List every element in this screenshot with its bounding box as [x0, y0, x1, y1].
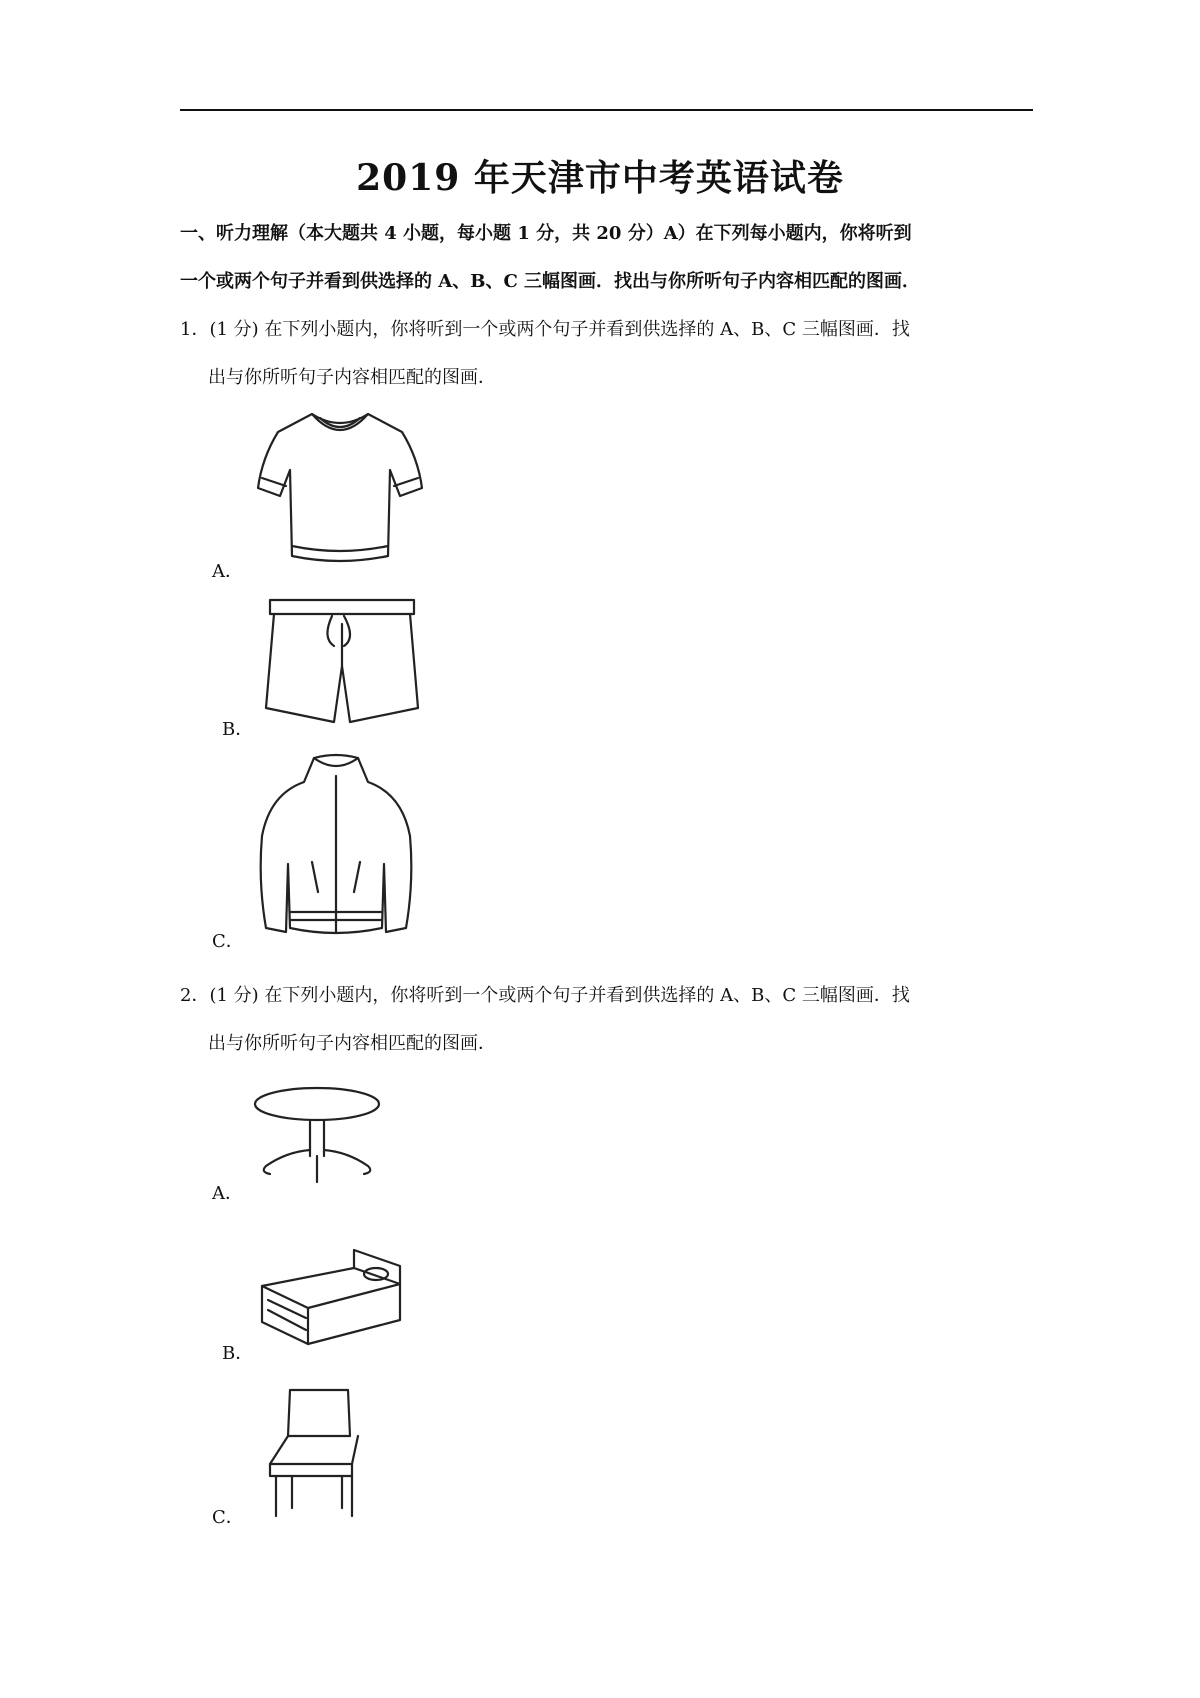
section-heading-line-1: 一、听力理解（本大题共 4 小题，每小题 1 分，共 20 分）A）在下列每小题内，你将听到 [180, 223, 912, 244]
option-label-1b: B． [222, 719, 254, 740]
question-2-text-line-1: 2．(1 分) 在下列小题内，你将听到一个或两个句子并看到供选择的 A、B、C 三幅图画．找 [180, 985, 910, 1006]
section-heading-line-2: 一个或两个句子并看到供选择的 A、B、C 三幅图画．找出与你所听句子内容相匹配的图画． [180, 271, 921, 292]
bed-icon[interactable] [258, 1238, 408, 1348]
t-shirt-icon[interactable] [250, 406, 430, 571]
header-rule [180, 109, 1033, 111]
question-2-text-line-2: 出与你所听句子内容相匹配的图画． [208, 1033, 496, 1054]
page-title: 2019 年天津市中考英语试卷 [356, 157, 844, 199]
option-label-1c: C． [212, 931, 244, 952]
option-label-2b: B． [222, 1343, 254, 1364]
option-label-1a: A． [212, 561, 243, 582]
shorts-icon[interactable] [262, 594, 422, 729]
option-label-2c: C． [212, 1507, 244, 1528]
jacket-icon[interactable] [256, 752, 416, 942]
chair-icon[interactable] [262, 1384, 372, 1524]
option-label-2a: A． [212, 1183, 243, 1204]
round-table-icon[interactable] [252, 1086, 382, 1186]
question-1-text-line-1: 1．(1 分) 在下列小题内，你将听到一个或两个句子并看到供选择的 A、B、C 三幅图画．找 [180, 319, 910, 340]
question-1-text-line-2: 出与你所听句子内容相匹配的图画． [208, 367, 496, 388]
